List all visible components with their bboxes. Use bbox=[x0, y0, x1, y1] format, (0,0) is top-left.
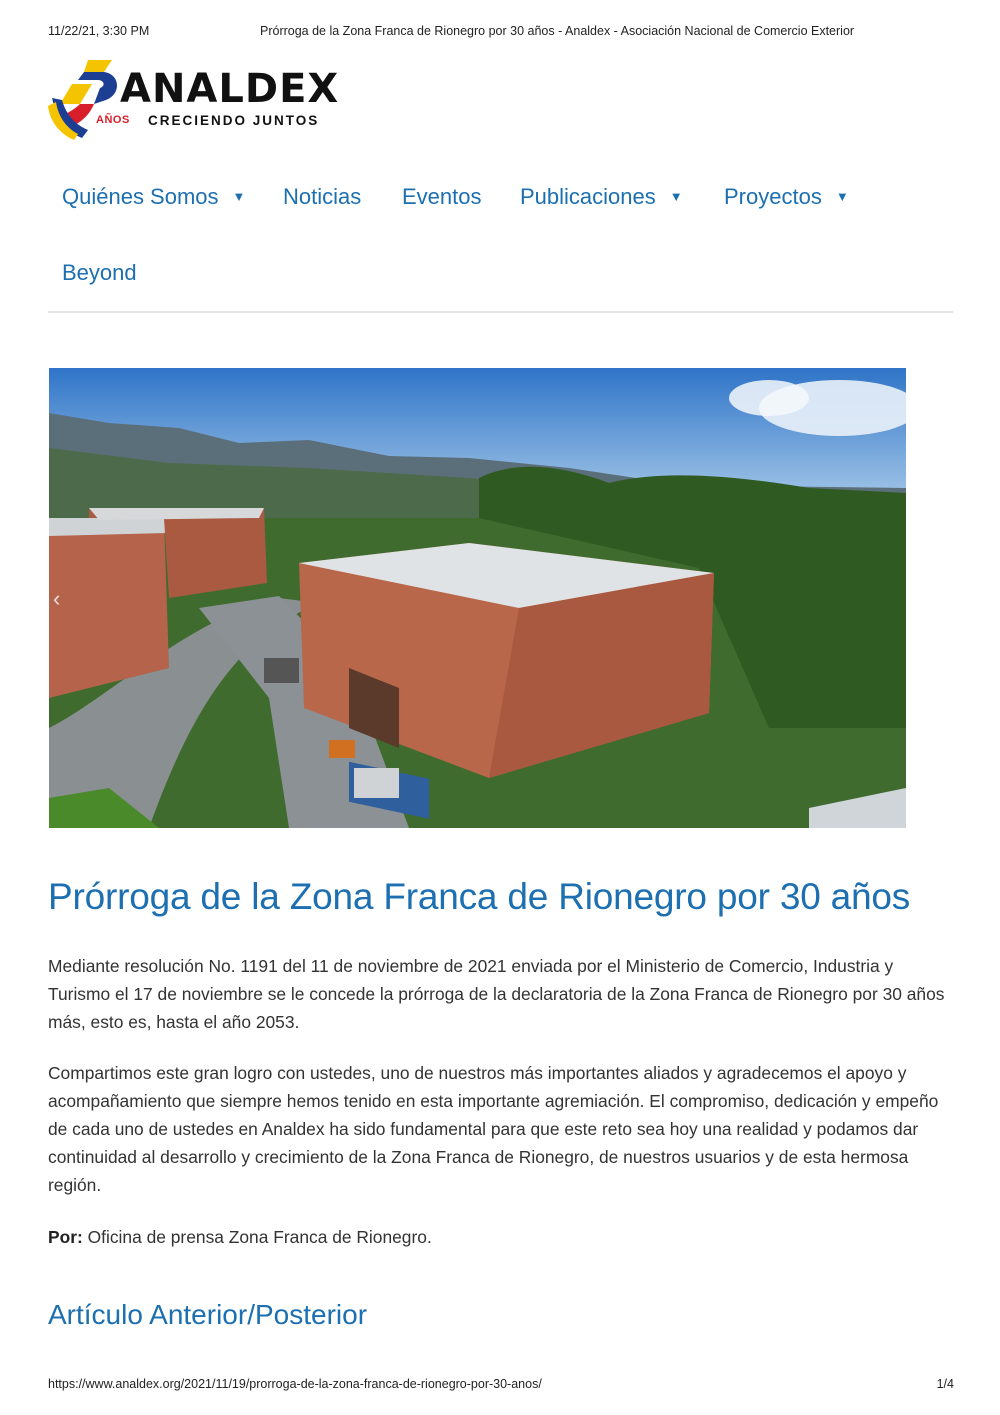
logo-anos-label: AÑOS bbox=[96, 114, 130, 126]
main-navigation bbox=[48, 168, 953, 313]
print-page-title: Prórroga de la Zona Franca de Rionegro por 30 años - Analdex - Asociación Nacional de Comercio Exterior bbox=[260, 24, 855, 38]
nav-label: Eventos bbox=[402, 184, 482, 209]
chevron-down-icon: ▼ bbox=[232, 189, 246, 204]
nav-label: Quiénes Somos bbox=[62, 184, 219, 209]
article-title: Prórroga de la Zona Franca de Rionegro por 30 años bbox=[48, 876, 911, 917]
nav-label: Publicaciones bbox=[520, 184, 656, 209]
analdex-logo[interactable] bbox=[48, 58, 358, 140]
article-paragraph-2: Compartimos este gran logro con ustedes, uno de nuestros más importantes aliados y agradecemos el apoyo y acompañamiento que siempre hemos tenido en esta importante agremiación. El compromiso, dedicación y empeño de cada uno de ustedes en Analdex ha sido fundamental para que este reto sea hoy una realidad y podamos dar continuidad al desarrollo y crecimiento de la Zona Franca de Rionegro, de nuestros usuarios y de esta hermosa región. bbox=[48, 1063, 939, 1195]
byline-text: Oficina de prensa Zona Franca de Rionegro. bbox=[82, 1227, 432, 1247]
byline-label: Por: bbox=[48, 1227, 83, 1247]
chevron-down-icon: ▼ bbox=[835, 189, 849, 204]
logo-wordmark: ANALDEX bbox=[120, 66, 340, 112]
nav-item-beyond[interactable] bbox=[62, 260, 137, 286]
print-page-number: 1/4 bbox=[936, 1377, 954, 1391]
nav-item-eventos[interactable] bbox=[402, 184, 482, 210]
logo-mark-icon bbox=[48, 58, 128, 140]
nav-label: Beyond bbox=[62, 260, 137, 285]
print-datetime: 11/22/21, 3:30 PM bbox=[48, 24, 150, 38]
prev-next-heading: Artículo Anterior/Posterior bbox=[48, 1299, 368, 1330]
nav-label: Noticias bbox=[283, 184, 362, 209]
nav-item-proyectos[interactable] bbox=[724, 184, 849, 210]
hero-image bbox=[49, 368, 906, 828]
nav-label: Proyectos bbox=[724, 184, 822, 209]
hero-illustration bbox=[49, 368, 906, 828]
article-byline bbox=[48, 1223, 958, 1251]
nav-item-publicaciones[interactable] bbox=[520, 184, 683, 210]
nav-item-quienes-somos[interactable] bbox=[62, 184, 245, 210]
chevron-down-icon: ▼ bbox=[669, 189, 683, 204]
slider-prev-arrow-icon[interactable]: ‹ bbox=[53, 586, 61, 611]
article-paragraph-1: Mediante resolución No. 1191 del 11 de noviembre de 2021 enviada por el Ministerio de Comercio, Industria y Turismo el 17 de noviembre se le concede la prórroga de la declaratoria de la Zona Franca de Rionegro por 30 años más, esto es, hasta el año 2053. bbox=[48, 956, 945, 1032]
logo-tagline: CRECIENDO JUNTOS bbox=[148, 113, 320, 128]
print-url: https://www.analdex.org/2021/11/19/prorroga-de-la-zona-franca-de-rionegro-por-30-anos/ bbox=[48, 1377, 542, 1391]
nav-item-noticias[interactable] bbox=[283, 184, 361, 210]
